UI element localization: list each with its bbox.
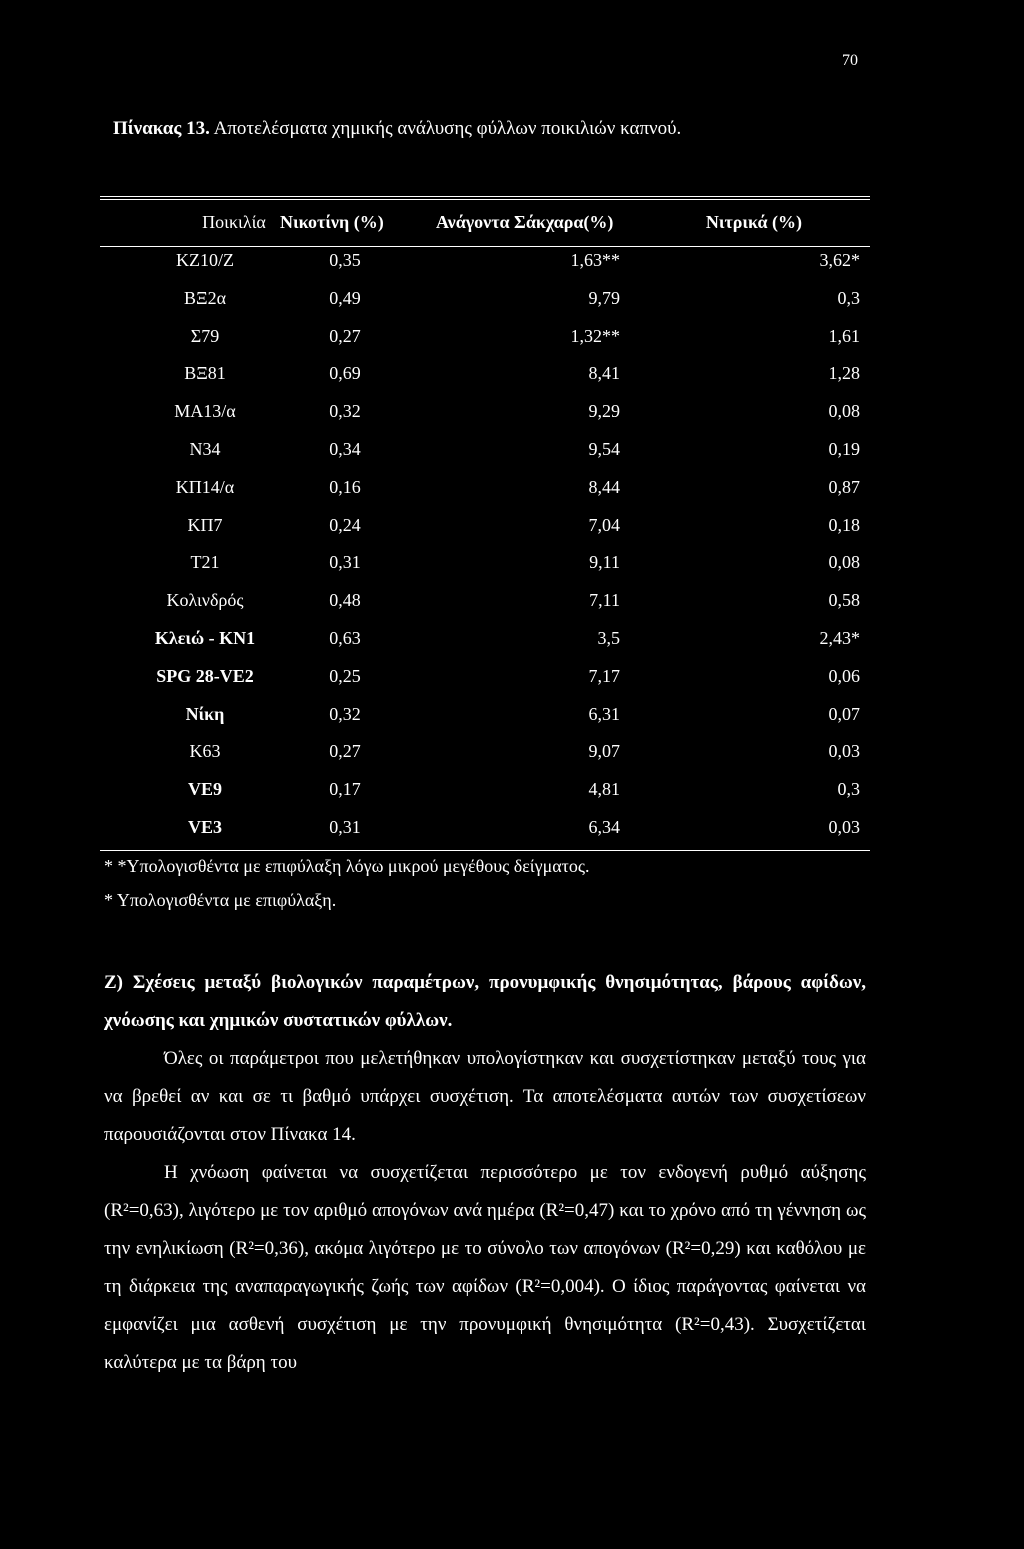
section-heading: Ζ) Σχέσεις μεταξύ βιολογικών παραμέτρων, προνυμφικής θνησιμότητας, βάρους αφίδων, χνόωσης και χημικών συστατικών φύλλων. bbox=[104, 972, 866, 1031]
table-row bbox=[100, 779, 870, 807]
cell-nicotine: 0,27 bbox=[329, 325, 361, 346]
cell-variety: ΚΠ7 bbox=[187, 514, 223, 535]
table-row bbox=[100, 477, 870, 505]
cell-sugars: 7,04 bbox=[588, 514, 620, 535]
cell-sugars: 3,5 bbox=[597, 628, 620, 648]
cell-nicotine: 0,31 bbox=[329, 817, 361, 837]
table-row bbox=[100, 628, 870, 656]
table-row bbox=[100, 363, 870, 391]
cell-nitrates: 0,03 bbox=[828, 741, 860, 762]
cell-variety: Ν34 bbox=[189, 439, 221, 459]
header-nicotine: Νικοτίνη (%) bbox=[280, 212, 384, 232]
cell-nicotine: 0,31 bbox=[329, 552, 361, 573]
cell-nitrates: 0,19 bbox=[828, 439, 860, 459]
cell-nitrates: 0,87 bbox=[828, 476, 860, 497]
cell-variety: VE3 bbox=[187, 817, 222, 837]
paragraph-2: Η χνόωση φαίνεται να συσχετίζεται περισσότερο με τον ενδογενή ρυθμό αύξησης (R²=0,63), λιγότερο με τον αριθμό απογόνων ανά ημέρα (R²=0,47) και το χρόνο από τη γέννηση ως την ενηλικίωση (R²=0,36), ακόμα λιγότερο με το σύνολο των απογόνων (R²=0,29) και καθόλου με τη διάρκεια της αναπαραγωγικής ζωής των αφίδων (R²=0,004). Ο ίδιος παράγοντας φαίνεται να εμφανίζει μια ασθενή συσχέτιση με την προνυμφική θνησιμότητα (R²=0,43). Συσχετίζεται καλύτερα με τα βάρη του bbox=[104, 1162, 866, 1373]
cell-nicotine: 0,24 bbox=[329, 514, 361, 535]
table-row bbox=[100, 515, 870, 543]
table-row bbox=[100, 288, 870, 316]
table-top-rule bbox=[100, 196, 870, 197]
cell-variety: ΒΞ81 bbox=[184, 363, 226, 384]
cell-nicotine: 0,35 bbox=[329, 250, 361, 270]
cell-sugars: 9,11 bbox=[589, 552, 620, 573]
cell-nitrates: 0,18 bbox=[828, 514, 860, 535]
header-nitrates: Νιτρικά (%) bbox=[705, 212, 802, 232]
cell-nicotine: 0,32 bbox=[329, 401, 361, 422]
cell-nicotine: 0,48 bbox=[329, 590, 361, 611]
cell-variety: Σ79 bbox=[190, 325, 220, 346]
cell-sugars: 8,44 bbox=[588, 476, 620, 497]
table-row bbox=[100, 401, 870, 429]
cell-sugars: 6,34 bbox=[588, 817, 620, 837]
footnote-reservation: * Υπολογισθέντα με επιφύλαξη. bbox=[104, 890, 337, 910]
table-row bbox=[100, 666, 870, 694]
cell-nicotine: 0,49 bbox=[329, 287, 361, 308]
page-number: 70 bbox=[842, 52, 858, 69]
cell-variety: ΚΠ14/α bbox=[175, 476, 235, 497]
cell-nitrates: 0,3 bbox=[837, 287, 860, 308]
cell-variety: Κολινδρός bbox=[166, 590, 244, 611]
cell-sugars: 7,17 bbox=[588, 665, 620, 686]
paragraph-1: Όλες οι παράμετροι που μελετήθηκαν υπολογίστηκαν και συσχετίστηκαν μεταξύ τους για να βρεθεί αν και σε τι βαθμό υπάρχει συσχέτιση. Τα αποτελέσματα αυτών των συσχετίσεων παρουσιάζονται στον Πίνακα 14. bbox=[104, 1048, 866, 1145]
cell-variety: Νίκη bbox=[185, 703, 225, 724]
cell-variety: Κ63 bbox=[189, 741, 221, 762]
cell-variety: ΒΞ2α bbox=[183, 287, 226, 308]
cell-variety: SPG 28-VE2 bbox=[156, 665, 254, 686]
table-row bbox=[100, 326, 870, 354]
cell-variety: ΚΖ10/Ζ bbox=[176, 250, 234, 270]
cell-nicotine: 0,27 bbox=[329, 741, 361, 762]
cell-nitrates: 0,07 bbox=[828, 703, 860, 724]
cell-sugars: 4,81 bbox=[588, 779, 620, 800]
cell-nitrates: 3,62* bbox=[819, 250, 860, 270]
cell-sugars: 1,63** bbox=[570, 250, 620, 270]
cell-nicotine: 0,16 bbox=[329, 476, 361, 497]
table-row bbox=[100, 439, 870, 467]
cell-nitrates: 0,03 bbox=[828, 817, 860, 837]
cell-variety: VE9 bbox=[187, 779, 222, 800]
cell-nitrates: 1,28 bbox=[828, 363, 860, 384]
table-row bbox=[100, 741, 870, 769]
cell-nicotine: 0,25 bbox=[329, 665, 361, 686]
cell-nitrates: 0,08 bbox=[828, 552, 860, 573]
table-header-rule bbox=[100, 246, 870, 247]
table-bottom-rule bbox=[100, 850, 870, 851]
cell-nicotine: 0,69 bbox=[329, 363, 361, 384]
cell-nicotine: 0,63 bbox=[329, 628, 361, 648]
table-caption bbox=[113, 118, 681, 140]
cell-sugars: 6,31 bbox=[588, 703, 620, 724]
table-row bbox=[100, 817, 870, 845]
cell-nitrates: 0,3 bbox=[837, 779, 860, 800]
table-row bbox=[100, 250, 870, 278]
cell-nitrates: 0,58 bbox=[828, 590, 860, 611]
caption-label: Πίνακας 13. bbox=[113, 118, 210, 139]
cell-nicotine: 0,32 bbox=[329, 703, 361, 724]
cell-nicotine: 0,34 bbox=[329, 439, 361, 459]
cell-nitrates: 0,08 bbox=[828, 401, 860, 422]
cell-sugars: 8,41 bbox=[588, 363, 620, 384]
cell-sugars: 1,32** bbox=[570, 325, 620, 346]
cell-nitrates: 2,43* bbox=[819, 628, 860, 648]
table-row bbox=[100, 704, 870, 732]
table-top-rule-inner bbox=[100, 199, 870, 200]
header-variety: Ποικιλία bbox=[202, 212, 266, 232]
caption-text: Αποτελέσματα χημικής ανάλυσης φύλλων ποικιλιών καπνού. bbox=[209, 118, 682, 139]
table-row bbox=[100, 552, 870, 580]
cell-nicotine: 0,17 bbox=[329, 779, 361, 800]
cell-sugars: 9,29 bbox=[588, 401, 620, 422]
cell-nitrates: 1,61 bbox=[828, 325, 860, 346]
cell-sugars: 9,79 bbox=[588, 287, 620, 308]
header-sugars: Ανάγοντα Σάκχαρα(%) bbox=[436, 212, 614, 232]
cell-variety: ΜΑ13/α bbox=[174, 401, 236, 422]
cell-variety: Τ21 bbox=[190, 552, 220, 573]
cell-variety: Κλειώ - ΚΝ1 bbox=[154, 628, 256, 648]
cell-nitrates: 0,06 bbox=[828, 665, 860, 686]
cell-sugars: 9,07 bbox=[588, 741, 620, 762]
footnote-small-sample: * *Υπολογισθέντα με επιφύλαξη λόγω μικρού μεγέθους δείγματος. bbox=[104, 856, 590, 876]
cell-sugars: 7,11 bbox=[589, 590, 620, 611]
table-row bbox=[100, 590, 870, 618]
cell-sugars: 9,54 bbox=[588, 439, 620, 459]
table-header-row bbox=[100, 212, 870, 240]
